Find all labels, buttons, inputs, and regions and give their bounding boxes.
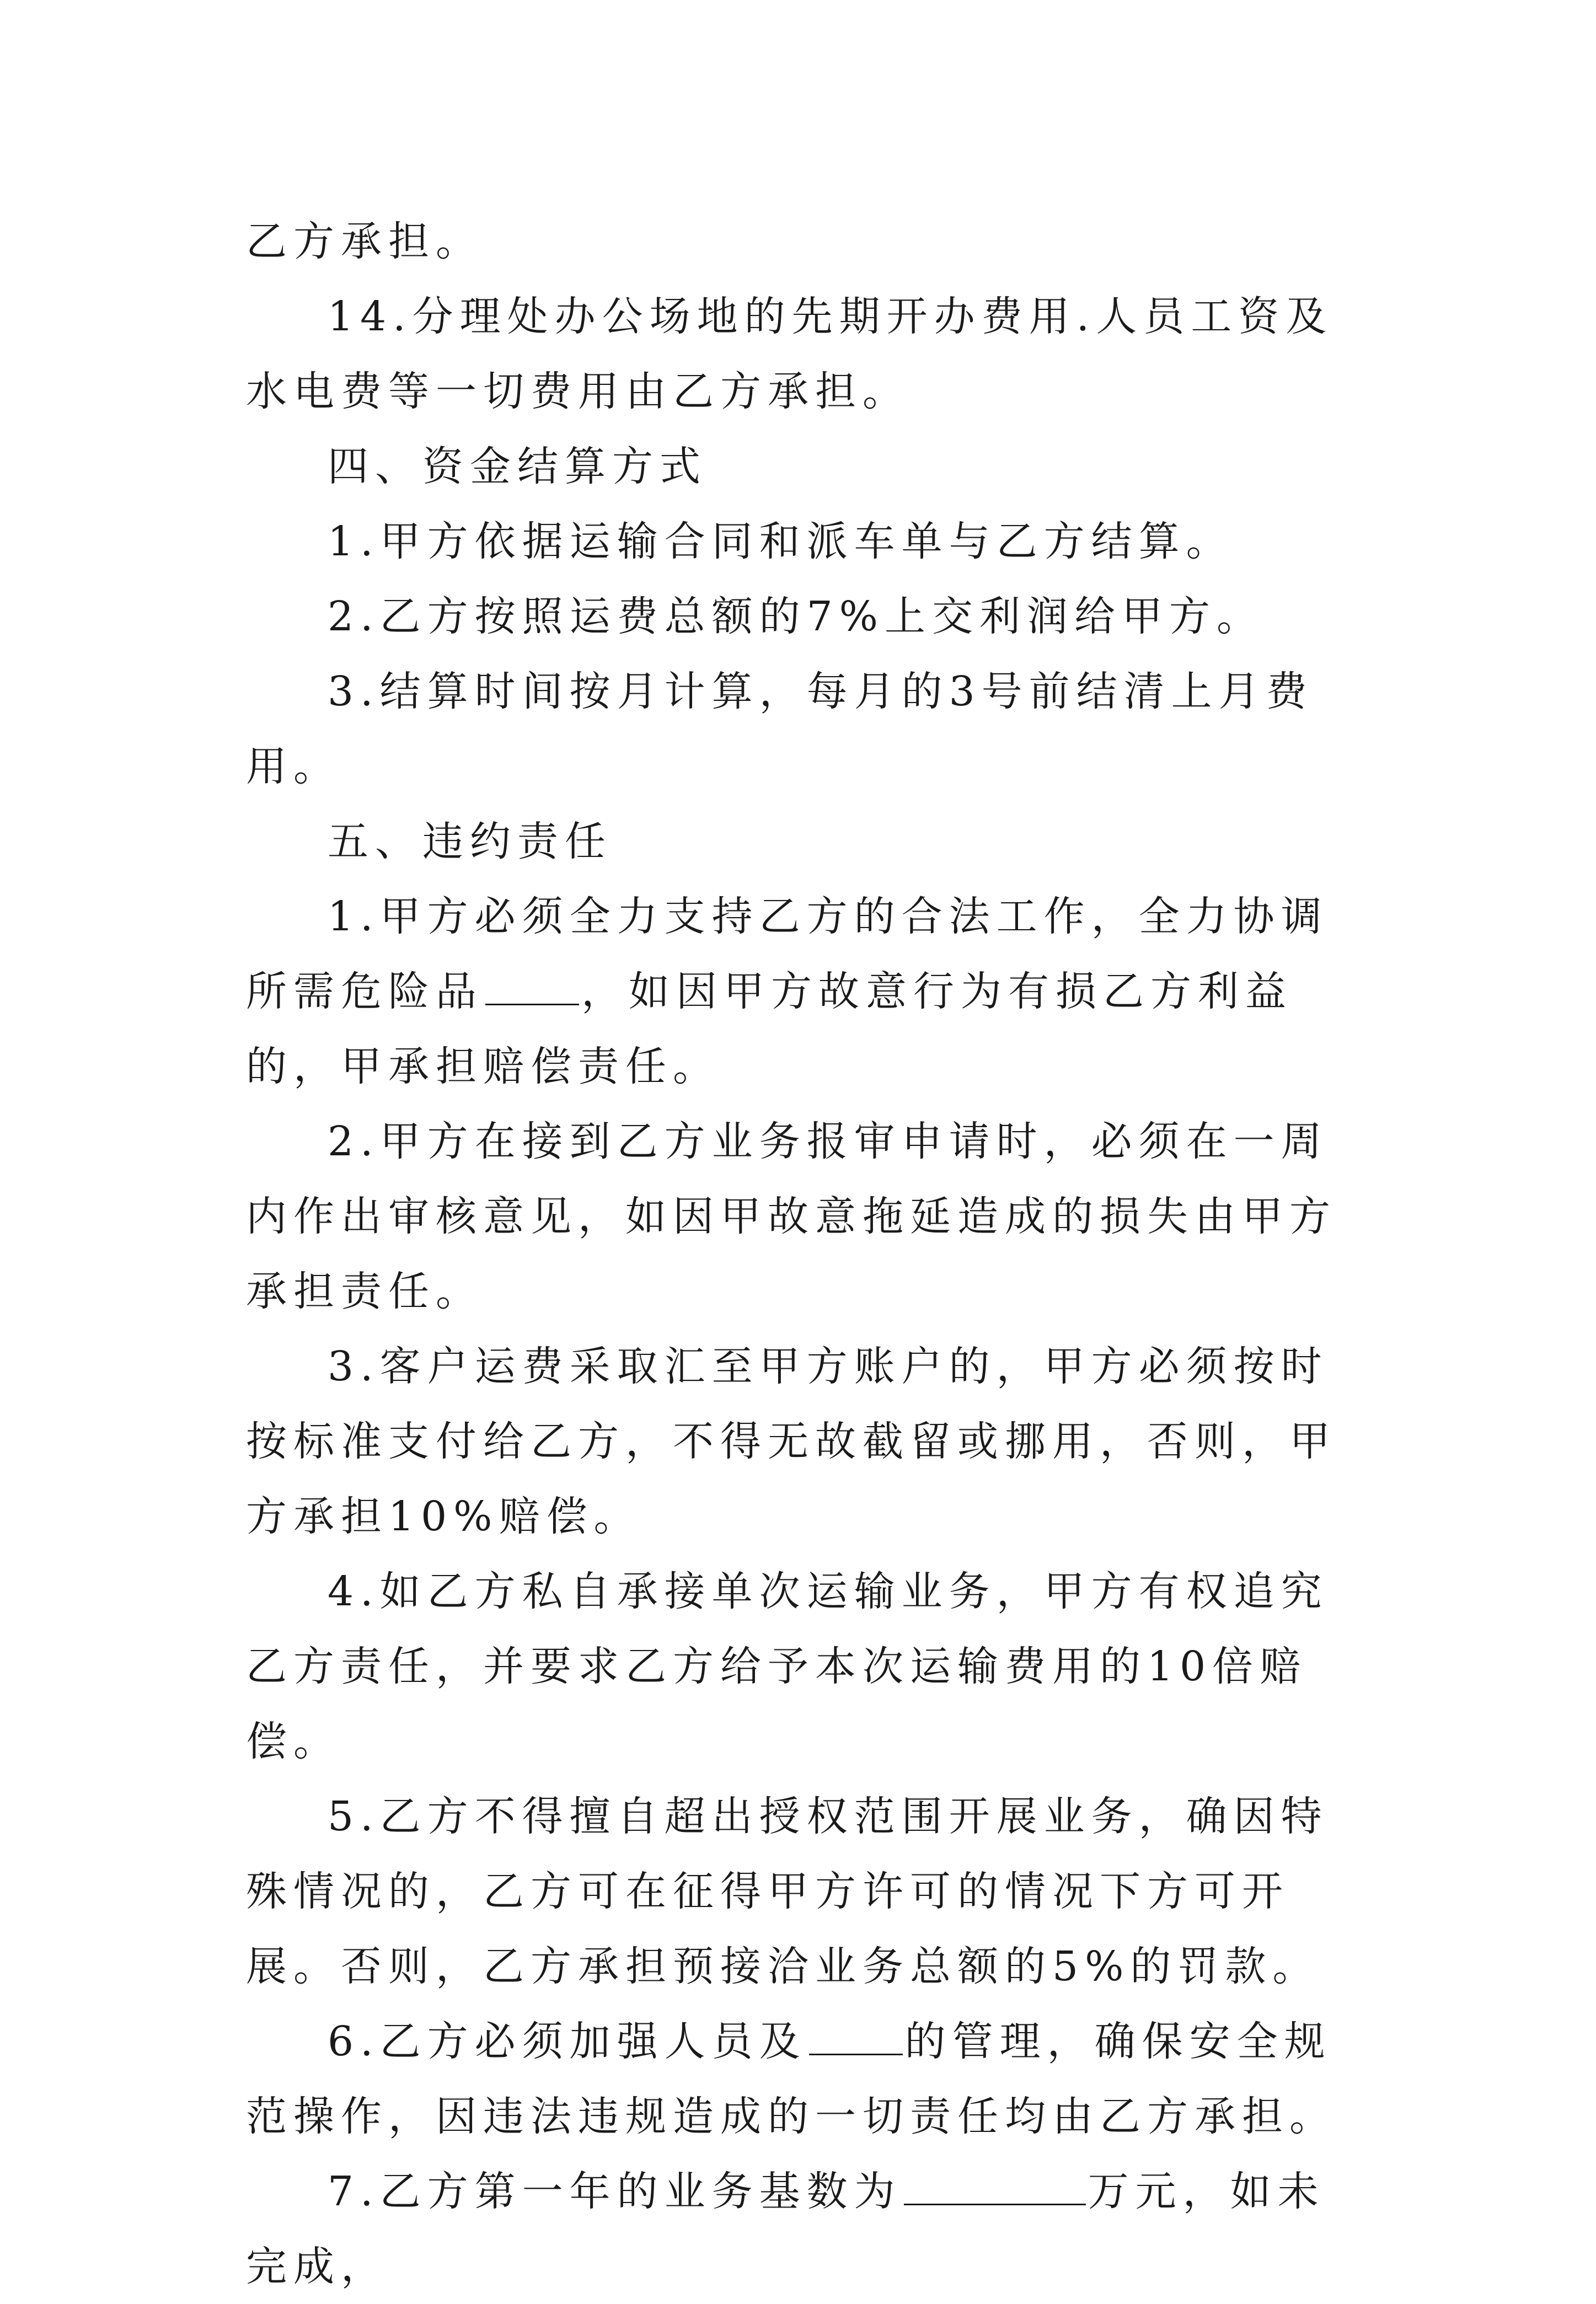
paragraph-liability-5 bbox=[246, 1779, 1354, 2004]
paragraph-text: 万元，如未完成， bbox=[246, 2168, 1325, 2290]
paragraph-text: 的管理，确保安全规范操作，因违法违规造成的一切责任均由乙方承担。 bbox=[246, 2018, 1337, 2140]
paragraph-liability-7 bbox=[246, 2154, 1354, 2304]
paragraph-text: 14.分理处办公场地的先期开办费用.人员工资及水电费等一切费用由乙方承担。 bbox=[246, 293, 1333, 415]
paragraph-continuation bbox=[246, 204, 1354, 279]
paragraph-settlement-1 bbox=[246, 504, 1354, 579]
paragraph-settlement-3 bbox=[246, 654, 1354, 804]
fill-in-blank bbox=[809, 2021, 903, 2055]
paragraph-item-14 bbox=[246, 279, 1354, 429]
paragraph-liability-6 bbox=[246, 2004, 1354, 2154]
paragraph-text: 3.结算时间按月计算，每月的3号前结清上月费用。 bbox=[246, 668, 1314, 790]
paragraph-text: 2.甲方在接到乙方业务报审申请时，必须在一周内作出审核意见，如因甲故意拖延造成的损失由甲方承担责任。 bbox=[246, 1118, 1337, 1315]
paragraph-liability-1 bbox=[246, 879, 1354, 1104]
document-body bbox=[246, 204, 1354, 2304]
paragraph-text: 3.客户运费采取汇至甲方账户的，甲方必须按时按标准支付给乙方，不得无故截留或挪用，否则，甲方承担10%赔偿。 bbox=[246, 1343, 1337, 1540]
fill-in-blank bbox=[485, 971, 579, 1005]
paragraph-text: 乙方承担。 bbox=[246, 218, 483, 265]
paragraph-text: 6.乙方必须加强人员及 bbox=[328, 2018, 807, 2065]
paragraph-text: 2.乙方按照运费总额的7%上交利润给甲方。 bbox=[328, 593, 1264, 640]
paragraph-text: 7.乙方第一年的业务基数为 bbox=[328, 2168, 902, 2215]
paragraph-liability-4 bbox=[246, 1554, 1354, 1779]
paragraph-text: 1.甲方必须全力支持乙方的合法工作，全力协调所需危险品 bbox=[246, 893, 1329, 1015]
paragraph-text: 1.甲方依据运输合同和派车单与乙方结算。 bbox=[328, 518, 1234, 565]
paragraph-liability-2 bbox=[246, 1104, 1354, 1329]
section-heading-settlement bbox=[246, 429, 1354, 504]
paragraph-settlement-2 bbox=[246, 579, 1354, 654]
fill-in-blank bbox=[904, 2171, 1086, 2205]
paragraph-text: 5.乙方不得擅自超出授权范围开展业务，确因特殊情况的，乙方可在征得甲方许可的情况下方可开展。否则，乙方承担预接洽业务总额的5%的罚款。 bbox=[246, 1793, 1329, 1990]
section-heading-liability bbox=[246, 804, 1354, 879]
heading-text: 五、违约责任 bbox=[328, 818, 612, 865]
heading-text: 四、资金结算方式 bbox=[328, 443, 707, 490]
paragraph-text: 4.如乙方私自承接单次运输业务，甲方有权追究乙方责任，并要求乙方给予本次运输费用的10倍赔偿。 bbox=[246, 1568, 1329, 1765]
paragraph-liability-3 bbox=[246, 1329, 1354, 1554]
paragraph-text: ，如因甲方故意行为有损乙方利益的，甲承担赔偿责任。 bbox=[246, 968, 1293, 1090]
